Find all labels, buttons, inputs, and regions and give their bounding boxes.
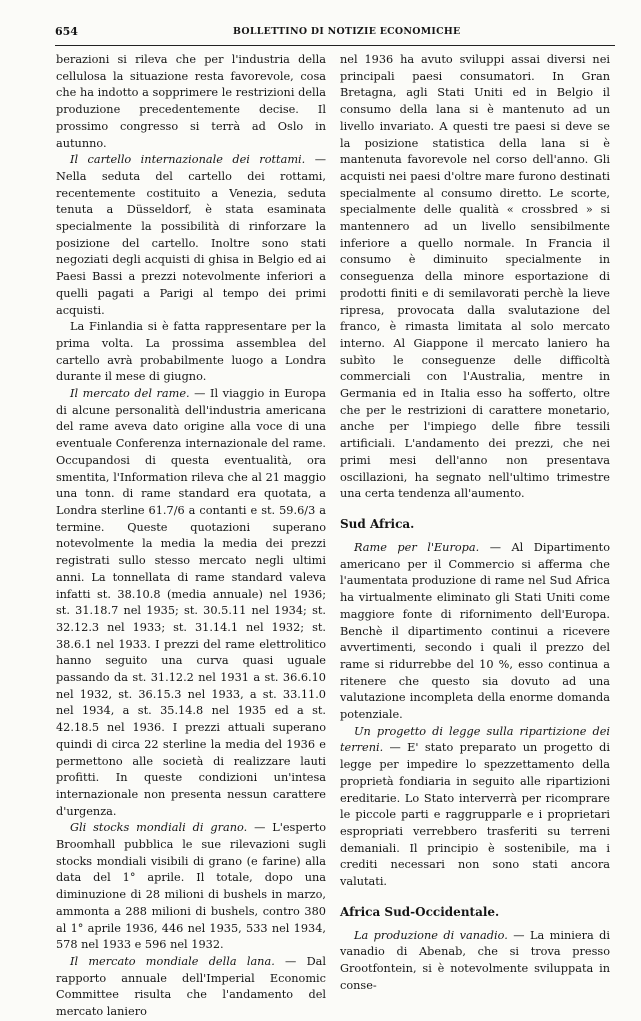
heading-sud-africa: Sud Africa. [340, 516, 415, 531]
heading-africa-sud-occidentale: Africa Sud-Occidentale. [340, 904, 500, 919]
paragraph-lana: Il mercato mondiale della lana. — Dal rapporto annuale dell'Imperial Economic Committee risulta che l'andamento del mercato laniero [56, 954, 327, 1019]
paragraph-progetto-legge: Un progetto di legge sulla ripartizione dei terreni. — E' stato preparato un progetto di legge per impedire lo spezzettamento della proprietà fondiaria in seguito alle ripartizioni ereditarie. Lo Stato interverrà per ricomprare le piccole parti e raggrupparle e i proprietari espropriati verrebbero trasferiti su terreni demaniali. Il principio è sostenibile, ma i crediti necessari non sono stati ancora valutati. [340, 724, 610, 889]
page-number: 654 [55, 25, 78, 38]
section-title: La produzione di vanadio. [354, 928, 508, 942]
paragraph-rame: Il mercato del rame. — Il viaggio in Europa di alcune personalità dell'industria americana del rame aveva dato origine alla voce di una eventuale Conferenza internazionale del rame. Occupandosi di questa eventualità, ora smentita, l'Information rileva che al 21 maggio una tonn. di rame standard era quotata, a Londra sterline 61.7/6 a contanti e st. 59.6/3 a termine. Queste quotazioni superano notevolmente la media la media dei prezzi registrati sullo stesso mercato negli ultimi anni. La tonnellata di rame standard valeva infatti st. 38.10.8 (media annuale) nel 1936; st. 31.18.7 nel 1935; st. 30.5.11 nel 1934; st. 32.12.3 nel 1933; st. 31.14.1 nel 1932; st. 38.6.1 nel 1933. I prezzi del rame elettrolitico hanno seguito una curva quasi uguale passando da st. 31.12.2 nel 1931 a st. 36.6.10 nel 1932, st. 36.15.3 nel 1933, a st. 33.11.0 nel 1934, a st. 35.14.8 nel 1935 ed a st. 42.18.5 nel 1936. I prezzi attuali superano quindi di circa 22 sterline la media del 1936 e permettono alle società di realizzare lauti profitti. In queste condizioni un'intesa internazionale non presenta nessun carattere d'urgenza. [56, 387, 326, 818]
header-rule [55, 45, 615, 46]
section-title: Il mercato mondiale della lana. [70, 954, 275, 968]
paragraph-rame-europa: Rame per l'Europa. — Al Dipartimento americano per il Commercio si afferma che l'aumentata produzione di rame nel Sud Africa ha virtualmente eliminato gli Stati Uniti come maggiore fonte di rifornimento dell'Europa. Benchè il dipartimento continui a ricevere avvertimenti, secondo i quali il prezzo del rame si ridurrebbe del 10 %, esso continua a ritenere che questo sia dovuto ad una valutazione incompleta della enorme domanda potenziale. [340, 540, 610, 722]
paragraph-lana-cont: nel 1936 ha avuto sviluppi assai diversi nei principali paesi consumatori. In Gran Bretagna, agli Stati Uniti ed in Belgio il consumo della lana si è mantenuto ad un livello invariato. A questi tre paesi si deve se la posizione statistica della lana si è mantenuta favorevole nel corso dell'anno. Gli acquisti nei paesi d'oltre mare furono destinati specialmente al consumo diretto. Le scorte, specialmente delle qualità « crossbred » si mantennero ad un livello sensibilmente inferiore a quello normale. In Francia il consumo è diminuito specialmente in conseguenza della minore esportazione di prodotti finiti e di semilavorati perchè la lieve ripresa, provocata dalla svalutazione del franco, è rimasta limitata al solo mercato interno. Al Giappone il mercato laniero ha subìto le conseguenze delle difficoltà commerciali con l'Australia, mentre in Germania ed in Italia esso ha sofferto, oltre che per le restrizioni di carattere monetario, anche per l'impiego delle fibre tessili artificiali. L'andamento dei prezzi, che nei primi mesi dell'anno non presentava oscillazioni, ha segnato nell'ultimo trimestre una certa tendenza all'aumento. [340, 53, 610, 501]
paragraph-grano: Gli stocks mondiali di grano. — L'esperto Broomhall pubblica le sue rilevazioni sugli stocks mondiali visibili di grano (e farine) alla data del 1° aprile. Il totale, dopo una diminuzione di 28 milioni di bushels in marzo, ammonta a 288 milioni di bushels, contro 380 al 1° aprile 1936, 446 nel 1935, 533 nel 1934, 578 nel 1933 e 596 nel 1932. [56, 821, 327, 952]
paragraph-finlandia: La Finlandia si è fatta rappresentare per la prima volta. La prossima assemblea del cartello avrà probabilmente luogo a Londra durante il mese di giugno. [56, 320, 326, 384]
section-title: Un progetto di legge sulla ripartizione dei terreni. [340, 724, 610, 755]
paragraph-cellulosa: berazioni si rileva che per l'industria della cellulosa la situazione resta favorevole, cosa che ha indotto a sopprimere le restrizioni della produzione precedentemente decise. Il prossimo congresso si terrà ad Oslo in autunno. [56, 53, 326, 150]
section-title: Il cartello internazionale dei rottami. [70, 153, 306, 167]
section-title: Il mercato del rame. [70, 387, 190, 401]
right-column [340, 52, 610, 995]
left-column [56, 52, 326, 1021]
section-title: Rame per l'Europa. [354, 540, 480, 554]
page-header [55, 22, 615, 42]
paragraph-rottami: Il cartello internazionale dei rottami. — Nella seduta del cartello dei rottami, recentemente costituito a Venezia, seduta tenuta a Düsseldorf, è stata esaminata specialmente la possibilità di rinforzare la posizione del cartello. Inoltre sono stati negoziati degli acquisti di ghisa in Belgio ed ai Paesi Bassi a prezzi notevolmente inferiori a quelli pagati a Parigi al tempo dei primi acquisti. [56, 153, 326, 317]
section-title: Gli stocks mondiali di grano. [70, 821, 248, 835]
paragraph-vanadio: La produzione di vanadio. — La miniera di vanadio di Abenab, che si trova presso Grootfontein, si è notevolmente sviluppata in conse- [340, 928, 610, 992]
running-title: BOLLETTINO DI NOTIZIE ECONOMICHE [233, 26, 461, 37]
